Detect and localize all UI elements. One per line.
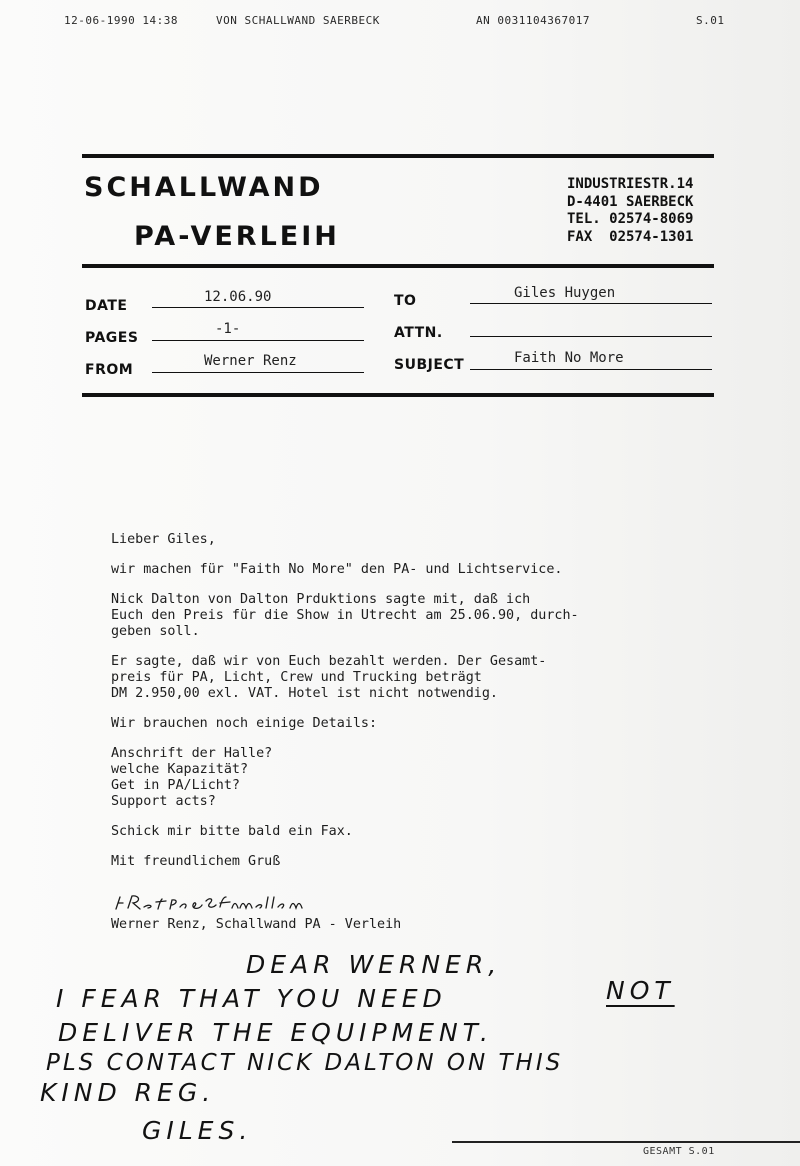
from-value: Werner Renz: [204, 353, 297, 369]
address-street: INDUSTRIESTR.14: [567, 176, 694, 192]
pages-value: -1-: [215, 321, 241, 337]
handwritten-line: PLS CONTACT NICK DALTON ON THIS: [46, 1050, 564, 1076]
date-value: 12.06.90: [204, 289, 272, 305]
from-label: FROM: [85, 362, 134, 378]
attn-field: [470, 318, 712, 337]
letter-paragraph: Er sagte, daß wir von Euch bezahlt werden. Der Gesamt- preis für PA, Licht, Crew und Trucking beträgt DM 2.950,00 exl. VAT. Hotel ist nicht notwendig.: [111, 654, 547, 701]
handwritten-emphasis: NOT: [606, 976, 675, 1005]
letter-paragraph: wir machen für "Faith No More" den PA- und Lichtservice.: [111, 562, 563, 577]
fax-recipient-number: AN 0031104367017: [476, 14, 590, 27]
letter-closing: Mit freundlichem Gruß: [111, 854, 281, 869]
handwritten-greeting: DEAR WERNER,: [246, 950, 502, 979]
fax-sender: VON SCHALLWAND SAERBECK: [216, 14, 380, 27]
letter-paragraph: Wir brauchen noch einige Details:: [111, 716, 378, 731]
fax-page-number: S.01: [696, 14, 725, 27]
letter-paragraph: Schick mir bitte bald ein Fax.: [111, 824, 353, 839]
letter-paragraph: Nick Dalton von Dalton Prduktions sagte mit, daß ich Euch den Preis für die Show in Utrecht am 25.06.90, durch- geben soll.: [111, 592, 579, 639]
handwritten-signoff: GILES.: [142, 1116, 253, 1145]
handwritten-line: DELIVER THE EQUIPMENT.: [58, 1018, 493, 1047]
signature-scrawl-icon: [114, 893, 394, 915]
letter-body: [111, 532, 711, 872]
footer-rule: [452, 1141, 800, 1143]
letterhead-bottom-rule: [82, 264, 714, 268]
handwritten-line: KIND REG.: [40, 1078, 216, 1107]
letter-salutation: Lieber Giles,: [111, 532, 216, 547]
subject-value: Faith No More: [514, 350, 624, 366]
pages-label: PAGES: [85, 330, 139, 346]
address-fax: FAX 02574-1301: [567, 228, 694, 245]
letter-signoff: Werner Renz, Schallwand PA - Verleih: [111, 917, 402, 932]
company-name: SCHALLWAND: [84, 172, 324, 203]
address-phone: TEL. 02574-8069: [567, 211, 694, 227]
handwritten-signature: [114, 893, 394, 919]
address-city: D-4401 SAERBECK: [567, 193, 694, 210]
fax-timestamp: 12-06-1990 14:38: [64, 14, 178, 27]
subject-label: SUBJECT: [394, 357, 465, 373]
date-label: DATE: [85, 298, 128, 314]
form-bottom-rule: [82, 393, 714, 397]
handwritten-line: I FEAR THAT YOU NEED: [56, 984, 447, 1013]
to-label: TO: [394, 293, 417, 309]
company-subtitle: PA-VERLEIH: [134, 221, 340, 252]
fax-total-pages: GESAMT S.01: [643, 1146, 715, 1157]
letter-questions: Anschrift der Halle? welche Kapazität? Get in PA/Licht? Support acts?: [111, 746, 273, 809]
to-value: Giles Huygen: [514, 285, 616, 301]
letter-signoff-block: [111, 917, 711, 947]
pages-field: [152, 322, 364, 341]
attn-label: ATTN.: [394, 325, 443, 341]
company-address: [567, 176, 693, 246]
letterhead-top-rule: [82, 154, 714, 158]
